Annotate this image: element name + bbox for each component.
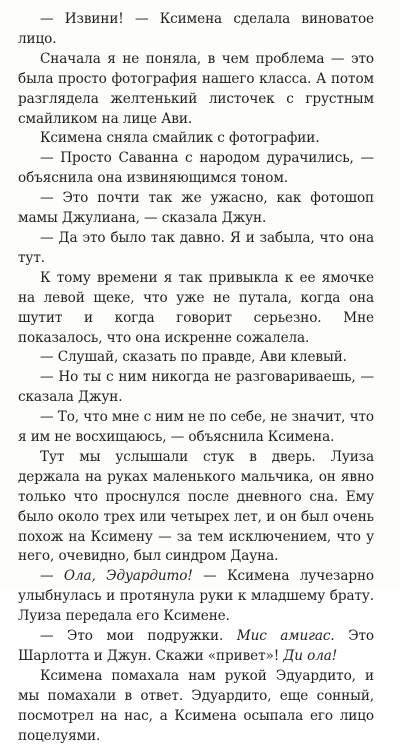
paragraph: — Это почти так же ужасно, как фотошоп мамы Джулиана, — сказала Джун. — [18, 190, 374, 227]
paragraph: — Это мои подружки. Мис амигас. Это Шарлотта и Джун. Скажи «привет»! Ди ола! — [18, 628, 375, 664]
paragraph: — Да это было так давно. Я и забыла, что она тут. — [18, 229, 374, 266]
paragraph: — Просто Саванна с народом дурачились, — объяснила она извиняющимся тоном. — [18, 150, 374, 187]
italic-phrase: Ола, Эдуардито! — [63, 568, 193, 585]
paragraph: — Ола, Эдуардито! — Ксимена лучезарно улыбнулась и протянула руки к младшему брату. Луиза передала его Ксимене. — [18, 568, 374, 625]
paragraph: К тому времени я так привыкла к ее ямочке на левой щеке, что уже не путала, когда она шутит и когда говорит серьезно. Мне показалось, что она искренне сожалела. — [18, 269, 374, 346]
paragraph: — Но ты с ним никогда не разговариваешь, — сказала Джун. — [18, 369, 374, 406]
paragraph: Тут мы услышали стук в дверь. Луиза держала на руках маленького мальчика, он явно только что проснулся после дневного сна. Ему было около трех или четырех лет, и он был очень похож на Ксимену — за тем исключением, что у него, очевидно, был синдром Дауна. — [18, 448, 374, 565]
paragraph: Ксимена сняла смайлик с фотографии. — [40, 130, 320, 147]
paragraph: — То, что мне с ним не по себе, не значит, что я им не восхищаюсь, — объяснила Ксимена. — [18, 409, 374, 446]
paragraph: Сначала я не поняла, в чем проблема — это была просто фотография нашего класса. А потом разглядела желтенький листочек с грустным смайликом на лице Ави. — [18, 50, 374, 127]
italic-phrase: Ди ола! — [283, 648, 338, 664]
italic-phrase: Мис амигас. — [236, 628, 335, 645]
paragraph: — Слушай, сказать по правде, Ави клевый. — [40, 349, 347, 366]
paragraph: Ксимена помахала нам рукой Эдуардито, и мы помахали в ответ. Эдуардито, еще сонный, посмотрел на нас, а Ксимена осыпала его лицо поцелуями. — [18, 667, 374, 744]
paragraph: — Извини! — Ксимена сделала виноватое лицо. — [18, 11, 374, 47]
page-body-text — [18, 10, 374, 747]
